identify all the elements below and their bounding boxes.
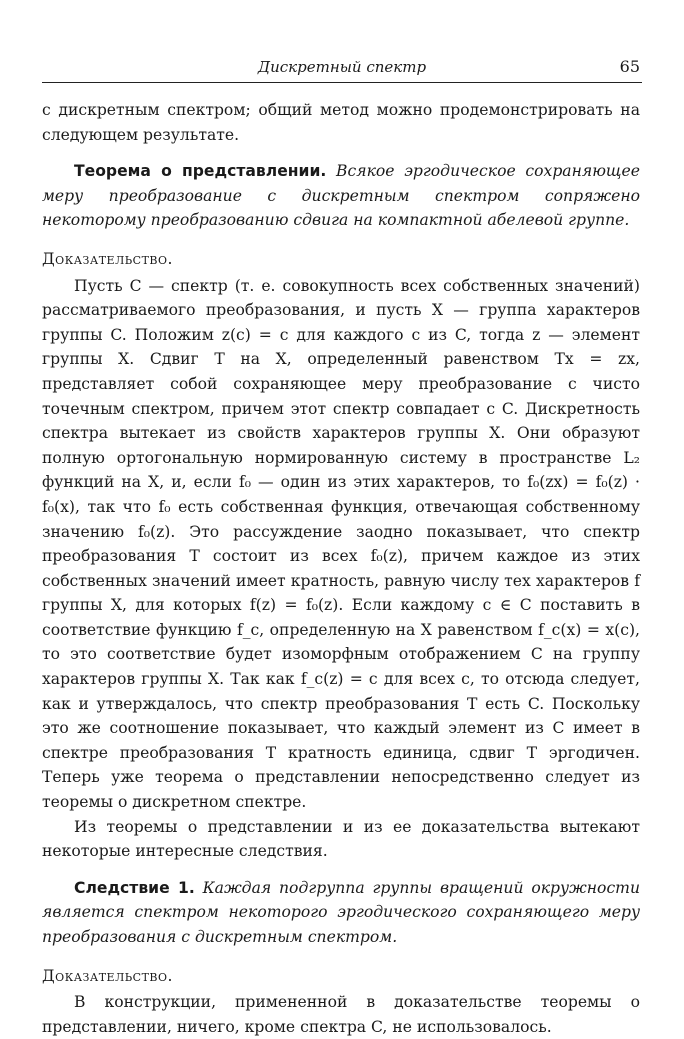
theorem-statement: Всякое эргодическое сохраняющее меру преобразование с дискретным спектром сопряжено некоторому преобразованию сдвига на компактной абелевой группе. xyxy=(42,162,640,230)
page-number: 65 xyxy=(619,57,640,76)
running-header xyxy=(42,52,642,83)
theorem-title: Теорема о представлении. xyxy=(74,162,327,181)
running-title: Дискретный спектр xyxy=(257,58,427,76)
theorem-paragraph xyxy=(42,159,640,233)
proof-text: Пусть C — спектр (т. е. совокупность всех собственных значений) рассматриваемого преобразования, и пусть X — группа характеров группы C. Положим z(c) = c для каждого c из C, тогда z — элемент группы X. Сдвиг T на X, определенный равенством Tx = zx, представляет собой сохраняющее меру преобразование с чисто точечным спектром, причем этот спектр совпадает с C. Дискретность спектра вытекает из свойств характеров группы X. Они образуют полную ортогональную нормированную систему в пространстве L₂ функций на X, и, если f₀ — один из этих характеров, то f₀(zx) = f₀(z) · f₀(x), так что f₀ есть собственная функция, отвечающая собственному значению f₀(z). Это рассуждение заодно показывает, что спектр преобразования T состоит из всех f₀(z), причем каждое из этих собственных значений имеет кратность, равную числу тех характеров f группы X, для которых f(z) = f₀(z). Если каждому c ∈ C поставить в соответствие функцию f_c, определенную на X равенством f_c(x) = x(c), то это соответствие будет изоморфным отображением C на группу характеров группы X. Так как f_c(z) = c для всех c, то отсюда следует, как и утверждалось, что спектр преобразования T есть C. Поскольку это же соотношение показывает, что каждый элемент из C имеет в спектре преобразования T кратность единица, сдвиг T эргодичен. Теперь уже теорема о представлении непосредственно следует из теоремы о дискретном спектре. xyxy=(42,276,640,812)
corollary-proof-text: В конструкции, примененной в доказательстве теоремы о представлении, ничего, кроме спектра C, не использовалось. xyxy=(42,993,640,1036)
intro-paragraph: с дискретным спектром; общий метод можно продемонстрировать на следующем результате. xyxy=(42,101,640,144)
consequences-paragraph: Из теоремы о представлении и из ее доказательства вытекают некоторые интересные следствия. xyxy=(42,817,640,861)
corollary-title: Следствие 1. xyxy=(74,878,195,897)
proof-label: Доказательство. xyxy=(42,249,173,268)
corollary-statement: Каждая подгруппа группы вращений окружности является спектром некоторого эргодического сохраняющего меру преобразования с дискретным спектром. xyxy=(42,878,641,946)
corollary-proof-label: Доказательство. xyxy=(42,966,173,985)
page-body xyxy=(42,98,640,1039)
corollary-paragraph xyxy=(42,876,640,950)
